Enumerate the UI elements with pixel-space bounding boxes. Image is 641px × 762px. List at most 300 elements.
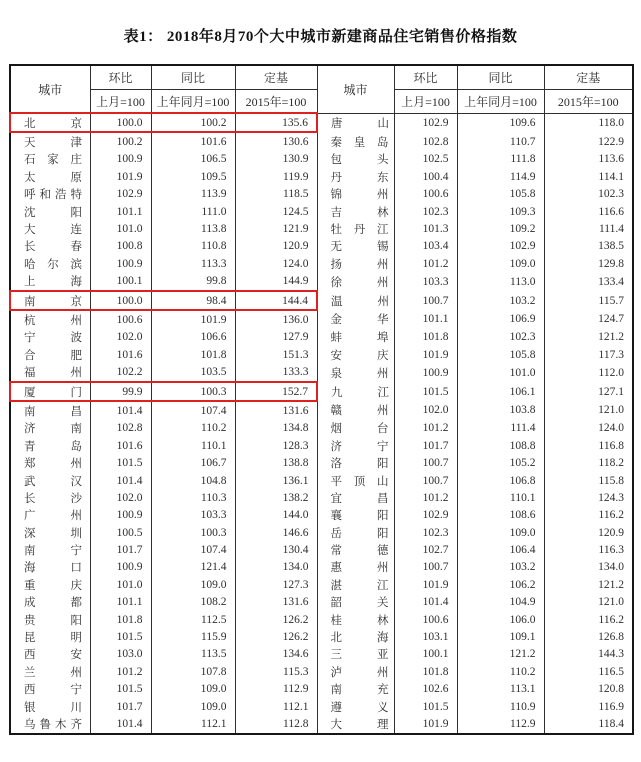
mom-cell: 102.2 [90,363,151,381]
table-row [10,132,633,150]
header-mom-sub-right: 上月=100 [394,90,457,114]
page-title: 表1： 2018年8月70个大中城市新建商品住宅销售价格指数 [123,29,518,45]
table-row [10,420,633,437]
table-row [10,663,633,680]
base-cell: 121.9 [235,220,317,237]
header-city-left: 城市 [10,65,90,113]
base-cell: 113.6 [544,151,633,168]
table-row [10,437,633,454]
yoy-cell: 106.8 [457,472,544,489]
yoy-cell: 100.2 [151,113,235,132]
header-yoy-right: 同比 [457,65,544,90]
table-row [10,238,633,255]
yoy-cell: 104.8 [151,472,235,489]
city-cell: 南 昌 [10,401,90,419]
base-cell: 121.0 [544,594,633,611]
base-cell: 121.2 [544,329,633,346]
base-cell: 134.8 [235,420,317,437]
city-cell: 南 宁 [10,541,90,558]
base-cell: 115.7 [544,291,633,310]
header-base-sub-right: 2015年=100 [544,90,633,114]
base-cell: 144.4 [235,291,317,310]
mom-cell: 100.9 [90,255,151,272]
mom-cell: 101.5 [90,628,151,645]
header-yoy-sub-left: 上年同月=100 [151,90,235,114]
yoy-cell: 113.9 [151,186,235,203]
mom-cell: 100.1 [90,273,151,291]
mom-cell: 102.3 [394,203,457,220]
yoy-cell: 107.4 [151,401,235,419]
yoy-cell: 99.8 [151,273,235,291]
mom-cell: 103.1 [394,628,457,645]
city-cell: 常 德 [317,541,394,558]
table-row [10,559,633,576]
base-cell: 117.3 [544,346,633,363]
mom-cell: 101.2 [394,420,457,437]
mom-cell: 101.2 [394,255,457,272]
base-cell: 124.3 [544,489,633,506]
base-cell: 127.9 [235,329,317,346]
yoy-cell: 101.8 [151,346,235,363]
city-cell: 石 家 庄 [10,151,90,168]
base-cell: 130.4 [235,541,317,558]
yoy-cell: 102.9 [457,238,544,255]
yoy-cell: 107.8 [151,663,235,680]
yoy-cell: 105.8 [457,346,544,363]
table-row [10,203,633,220]
base-cell: 118.2 [544,454,633,471]
mom-cell: 101.5 [90,681,151,698]
base-cell: 124.5 [235,203,317,220]
table-row [10,382,633,401]
mom-cell: 101.8 [394,329,457,346]
mom-cell: 100.6 [394,186,457,203]
city-cell: 宜 昌 [317,489,394,506]
mom-cell: 101.4 [90,401,151,419]
table-row [10,273,633,291]
table-row [10,681,633,698]
yoy-cell: 107.4 [151,541,235,558]
mom-cell: 101.5 [90,454,151,471]
base-cell: 116.5 [544,663,633,680]
base-cell: 126.2 [235,628,317,645]
mom-cell: 100.7 [394,454,457,471]
yoy-cell: 109.2 [457,220,544,237]
header-city-right: 城市 [317,65,394,113]
city-cell: 青 岛 [10,437,90,454]
yoy-cell: 109.0 [151,681,235,698]
base-cell: 131.6 [235,594,317,611]
city-cell: 长 沙 [10,489,90,506]
base-cell: 129.8 [544,255,633,272]
city-cell: 贵 阳 [10,611,90,628]
mom-cell: 101.4 [394,594,457,611]
city-cell: 银 川 [10,698,90,715]
city-cell: 包 头 [317,151,394,168]
yoy-cell: 104.9 [457,594,544,611]
mom-cell: 103.4 [394,238,457,255]
yoy-cell: 103.2 [457,291,544,310]
yoy-cell: 111.4 [457,420,544,437]
city-cell: 无 锡 [317,238,394,255]
table-header [10,65,633,113]
yoy-cell: 106.7 [151,454,235,471]
table-row [10,507,633,524]
city-cell: 洛 阳 [317,454,394,471]
city-cell: 昆 明 [10,628,90,645]
city-cell: 牡 丹 江 [317,220,394,237]
base-cell: 134.0 [235,559,317,576]
table-row [10,524,633,541]
city-cell: 扬 州 [317,255,394,272]
table-row [10,541,633,558]
yoy-cell: 113.5 [151,646,235,663]
base-cell: 124.0 [544,420,633,437]
base-cell: 112.1 [235,698,317,715]
base-cell: 134.0 [544,559,633,576]
yoy-cell: 106.2 [457,576,544,593]
base-cell: 130.9 [235,151,317,168]
city-cell: 九 江 [317,382,394,401]
mom-cell: 102.3 [394,524,457,541]
base-cell: 118.5 [235,186,317,203]
header-base-sub-left: 2015年=100 [235,90,317,114]
yoy-cell: 113.3 [151,255,235,272]
city-cell: 南 充 [317,681,394,698]
mom-cell: 101.1 [90,203,151,220]
yoy-cell: 112.1 [151,715,235,733]
mom-cell: 101.7 [394,437,457,454]
yoy-cell: 101.9 [151,310,235,328]
city-cell: 遵 义 [317,698,394,715]
city-cell: 锦 州 [317,186,394,203]
yoy-cell: 108.6 [457,507,544,524]
city-cell: 深 圳 [10,524,90,541]
table-row [10,628,633,645]
table-row [10,594,633,611]
base-cell: 118.0 [544,113,633,132]
mom-cell: 100.5 [90,524,151,541]
mom-cell: 100.9 [90,151,151,168]
city-cell: 天 津 [10,132,90,150]
base-cell: 115.3 [235,663,317,680]
base-cell: 114.1 [544,168,633,185]
table-row [10,646,633,663]
mom-cell: 101.7 [90,698,151,715]
yoy-cell: 109.0 [457,524,544,541]
city-cell: 丹 东 [317,168,394,185]
base-cell: 138.2 [235,489,317,506]
base-cell: 116.8 [544,437,633,454]
base-cell: 144.9 [235,273,317,291]
mom-cell: 100.2 [90,132,151,150]
yoy-cell: 105.8 [457,186,544,203]
city-cell: 厦 门 [10,382,90,401]
city-cell: 北 京 [10,113,90,132]
table-row [10,715,633,733]
table-row [10,576,633,593]
yoy-cell: 110.2 [457,663,544,680]
yoy-cell: 102.3 [457,329,544,346]
mom-cell: 101.6 [90,437,151,454]
base-cell: 124.0 [235,255,317,272]
mom-cell: 102.8 [90,420,151,437]
table-row [10,151,633,168]
city-cell: 韶 关 [317,594,394,611]
yoy-cell: 108.8 [457,437,544,454]
base-cell: 111.4 [544,220,633,237]
city-cell: 大 理 [317,715,394,733]
city-cell: 泉 州 [317,363,394,381]
city-cell: 南 京 [10,291,90,310]
yoy-cell: 113.8 [151,220,235,237]
yoy-cell: 103.2 [457,559,544,576]
city-cell: 吉 林 [317,203,394,220]
yoy-cell: 103.3 [151,507,235,524]
mom-cell: 102.0 [90,489,151,506]
mom-cell: 101.9 [90,168,151,185]
mom-cell: 102.0 [394,401,457,419]
yoy-cell: 113.1 [457,681,544,698]
city-cell: 西 宁 [10,681,90,698]
price-index-table [9,64,634,735]
city-cell: 北 海 [317,628,394,645]
city-cell: 福 州 [10,363,90,381]
mom-cell: 101.4 [90,472,151,489]
city-cell: 郑 州 [10,454,90,471]
yoy-cell: 98.4 [151,291,235,310]
mom-cell: 101.8 [90,611,151,628]
mom-cell: 100.9 [394,363,457,381]
yoy-cell: 106.4 [457,541,544,558]
yoy-cell: 114.9 [457,168,544,185]
base-cell: 126.8 [544,628,633,645]
base-cell: 124.7 [544,310,633,328]
mom-cell: 100.1 [394,646,457,663]
yoy-cell: 111.0 [151,203,235,220]
city-cell: 烟 台 [317,420,394,437]
mom-cell: 101.0 [90,576,151,593]
mom-cell: 102.6 [394,681,457,698]
city-cell: 太 原 [10,168,90,185]
table-row [10,255,633,272]
table-row [10,113,633,132]
yoy-cell: 100.3 [151,382,235,401]
base-cell: 116.3 [544,541,633,558]
mom-cell: 100.6 [394,611,457,628]
city-cell: 呼 和 浩 特 [10,186,90,203]
base-cell: 120.9 [235,238,317,255]
mom-cell: 103.0 [90,646,151,663]
yoy-cell: 112.9 [457,715,544,733]
yoy-cell: 108.2 [151,594,235,611]
base-cell: 138.5 [544,238,633,255]
city-cell: 武 汉 [10,472,90,489]
base-cell: 128.3 [235,437,317,454]
city-cell: 济 宁 [317,437,394,454]
mom-cell: 102.7 [394,541,457,558]
yoy-cell: 105.2 [457,454,544,471]
yoy-cell: 109.1 [457,628,544,645]
header-mom-left: 环比 [90,65,151,90]
table-row [10,611,633,628]
city-cell: 温 州 [317,291,394,310]
mom-cell: 102.5 [394,151,457,168]
yoy-cell: 110.3 [151,489,235,506]
table-row [10,698,633,715]
city-cell: 安 庆 [317,346,394,363]
city-cell: 成 都 [10,594,90,611]
city-cell: 湛 江 [317,576,394,593]
base-cell: 121.0 [544,401,633,419]
mom-cell: 101.2 [394,489,457,506]
mom-cell: 101.6 [90,346,151,363]
city-cell: 赣 州 [317,401,394,419]
base-cell: 120.9 [544,524,633,541]
header-mom-right: 环比 [394,65,457,90]
city-cell: 长 春 [10,238,90,255]
header-base-right: 定基 [544,65,633,90]
base-cell: 127.1 [544,382,633,401]
mom-cell: 103.3 [394,273,457,291]
city-cell: 三 亚 [317,646,394,663]
base-cell: 115.8 [544,472,633,489]
mom-cell: 100.8 [90,238,151,255]
yoy-cell: 121.4 [151,559,235,576]
base-cell: 144.3 [544,646,633,663]
base-cell: 133.3 [235,363,317,381]
base-cell: 151.3 [235,346,317,363]
yoy-cell: 106.5 [151,151,235,168]
yoy-cell: 101.0 [457,363,544,381]
mom-cell: 101.9 [394,715,457,733]
city-cell: 泸 州 [317,663,394,680]
table-row [10,168,633,185]
city-cell: 西 安 [10,646,90,663]
yoy-cell: 109.6 [457,113,544,132]
mom-cell: 101.0 [90,220,151,237]
base-cell: 134.6 [235,646,317,663]
base-cell: 133.4 [544,273,633,291]
mom-cell: 102.9 [90,186,151,203]
mom-cell: 101.5 [394,382,457,401]
mom-cell: 100.0 [90,291,151,310]
yoy-cell: 110.1 [151,437,235,454]
city-cell: 徐 州 [317,273,394,291]
city-cell: 杭 州 [10,310,90,328]
mom-cell: 101.9 [394,576,457,593]
yoy-cell: 109.0 [457,255,544,272]
base-cell: 120.8 [544,681,633,698]
yoy-cell: 110.8 [151,238,235,255]
mom-cell: 100.6 [90,310,151,328]
yoy-cell: 106.1 [457,382,544,401]
base-cell: 144.0 [235,507,317,524]
yoy-cell: 106.0 [457,611,544,628]
yoy-cell: 110.9 [457,698,544,715]
city-cell: 重 庆 [10,576,90,593]
yoy-cell: 100.3 [151,524,235,541]
city-cell: 秦 皇 岛 [317,132,394,150]
city-cell: 唐 山 [317,113,394,132]
base-cell: 121.2 [544,576,633,593]
base-cell: 112.0 [544,363,633,381]
mom-cell: 100.7 [394,472,457,489]
city-cell: 海 口 [10,559,90,576]
base-cell: 118.4 [544,715,633,733]
base-cell: 152.7 [235,382,317,401]
base-cell: 138.8 [235,454,317,471]
city-cell: 惠 州 [317,559,394,576]
table-row [10,186,633,203]
table-row [10,291,633,310]
mom-cell: 101.1 [90,594,151,611]
table-row [10,329,633,346]
yoy-cell: 101.6 [151,132,235,150]
yoy-cell: 106.9 [457,310,544,328]
table-row [10,401,633,419]
table-row [10,310,633,328]
mom-cell: 101.7 [90,541,151,558]
yoy-cell: 106.6 [151,329,235,346]
header-yoy-left: 同比 [151,65,235,90]
table-row [10,346,633,363]
city-cell: 平 顶 山 [317,472,394,489]
city-cell: 哈 尔 滨 [10,255,90,272]
mom-cell: 102.0 [90,329,151,346]
yoy-cell: 109.5 [151,168,235,185]
city-cell: 济 南 [10,420,90,437]
city-cell: 桂 林 [317,611,394,628]
base-cell: 112.9 [235,681,317,698]
base-cell: 136.0 [235,310,317,328]
yoy-cell: 103.5 [151,363,235,381]
table-row [10,489,633,506]
base-cell: 116.2 [544,507,633,524]
base-cell: 122.9 [544,132,633,150]
city-cell: 上 海 [10,273,90,291]
yoy-cell: 121.2 [457,646,544,663]
base-cell: 126.2 [235,611,317,628]
yoy-cell: 103.8 [457,401,544,419]
mom-cell: 100.4 [394,168,457,185]
city-cell: 岳 阳 [317,524,394,541]
mom-cell: 99.9 [90,382,151,401]
table-row [10,454,633,471]
city-cell: 沈 阳 [10,203,90,220]
table-body [10,113,633,734]
mom-cell: 100.0 [90,113,151,132]
base-cell: 116.9 [544,698,633,715]
yoy-cell: 111.8 [457,151,544,168]
city-cell: 合 肥 [10,346,90,363]
city-cell: 大 连 [10,220,90,237]
mom-cell: 101.5 [394,698,457,715]
header-mom-sub-left: 上月=100 [90,90,151,114]
base-cell: 131.6 [235,401,317,419]
city-cell: 襄 阳 [317,507,394,524]
mom-cell: 101.1 [394,310,457,328]
yoy-cell: 110.7 [457,132,544,150]
mom-cell: 100.9 [90,507,151,524]
yoy-cell: 109.0 [151,576,235,593]
mom-cell: 100.7 [394,291,457,310]
mom-cell: 101.4 [90,715,151,733]
base-cell: 135.6 [235,113,317,132]
yoy-cell: 110.2 [151,420,235,437]
yoy-cell: 115.9 [151,628,235,645]
city-cell: 乌 鲁 木 齐 [10,715,90,733]
